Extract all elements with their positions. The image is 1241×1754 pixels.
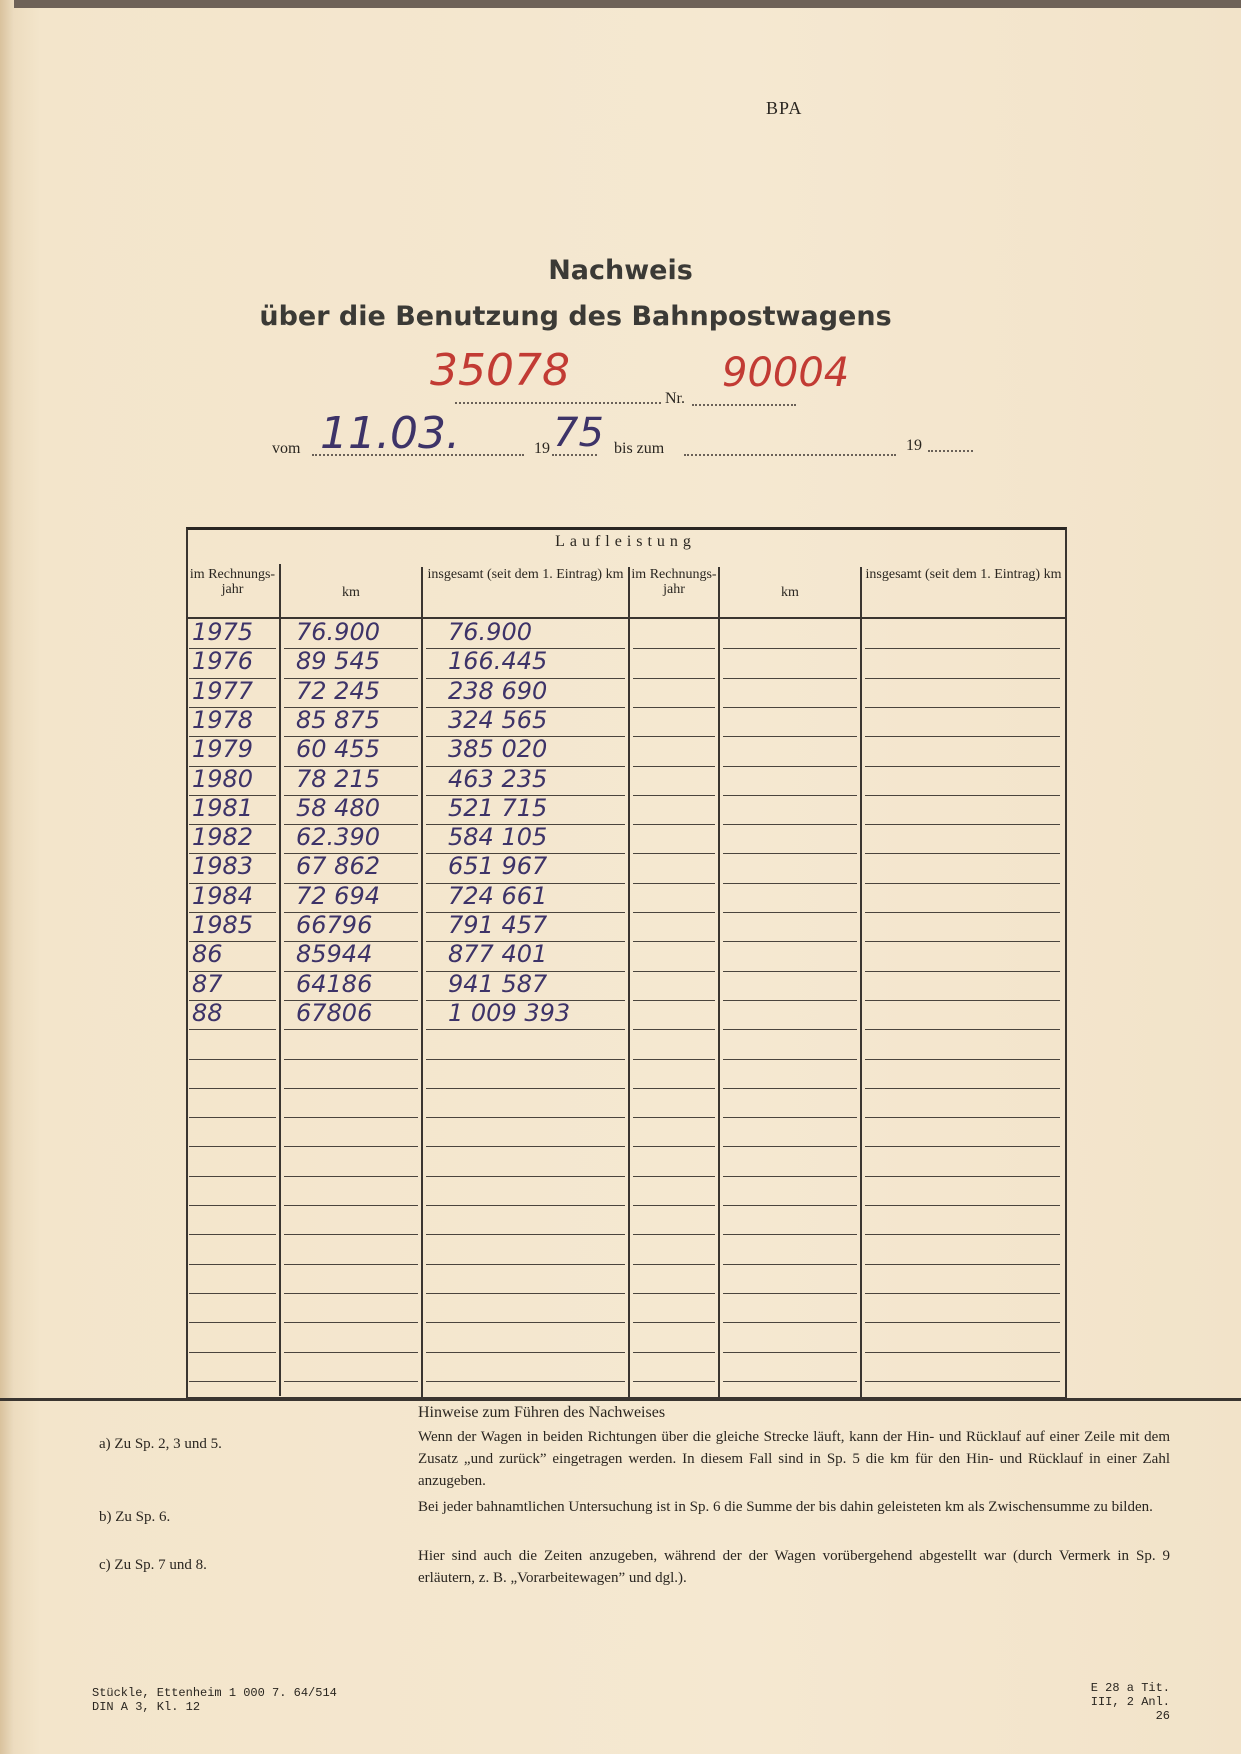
form-reference-line1: E 28 a Tit. xyxy=(1090,1681,1170,1695)
column-divider xyxy=(860,567,862,1399)
note-ref-a: a) Zu Sp. 2, 3 und 5. xyxy=(99,1436,222,1452)
cell-km: 62.390 xyxy=(296,823,380,852)
cell-total: 724 661 xyxy=(448,881,548,910)
row-rule xyxy=(284,1234,418,1235)
row-rule xyxy=(723,736,857,737)
cell-year: 88 xyxy=(192,998,223,1027)
column-divider xyxy=(628,567,630,1399)
cell-km: 89 545 xyxy=(296,647,380,676)
cell-km: 78 215 xyxy=(296,764,380,793)
cell-km: 76.900 xyxy=(296,618,380,646)
form-reference xyxy=(1070,1681,1170,1723)
row-rule xyxy=(865,1176,1060,1177)
printer-imprint-line2: DIN A 3, Kl. 12 xyxy=(92,1700,201,1714)
cell-total: 324 565 xyxy=(448,705,548,734)
row-rule xyxy=(633,853,715,854)
column-divider xyxy=(718,567,720,1399)
cell-km: 64186 xyxy=(296,969,373,998)
row-rule xyxy=(633,1381,715,1382)
row-rule xyxy=(284,1264,418,1265)
row-rule xyxy=(189,1146,276,1147)
cell-km: 58 480 xyxy=(296,793,380,822)
row-rule xyxy=(723,1322,857,1323)
cell-total: 651 967 xyxy=(448,852,548,881)
row-rule xyxy=(865,1293,1060,1294)
row-rule xyxy=(865,736,1060,737)
row-rule xyxy=(633,1176,715,1177)
row-rule xyxy=(284,1059,418,1060)
cell-year: 1976 xyxy=(192,647,254,676)
wagen-old-number: 35078 xyxy=(430,345,570,396)
row-rule xyxy=(723,1088,857,1089)
row-rule xyxy=(284,1088,418,1089)
row-rule xyxy=(189,1264,276,1265)
paper-top-edge xyxy=(0,0,1241,8)
row-rule xyxy=(426,1205,625,1206)
row-rule xyxy=(865,1059,1060,1060)
cell-km: 66796 xyxy=(296,911,373,939)
row-rule xyxy=(426,1234,625,1235)
row-rule xyxy=(723,853,857,854)
row-rule xyxy=(865,1000,1060,1001)
row-rule xyxy=(633,1000,715,1001)
row-rule xyxy=(633,912,715,913)
nr-dotline xyxy=(692,404,796,406)
row-rule xyxy=(865,1117,1060,1118)
row-rule xyxy=(426,1029,625,1030)
row-rule xyxy=(189,1352,276,1353)
note-text-b: Bei jeder bahnamtlichen Untersuchung ist in Sp. 6 die Summe der bis dahin geleisteten km als Zwischensumme zu bilden. xyxy=(418,1499,1153,1515)
row-rule xyxy=(865,766,1060,767)
printer-imprint-line1: Stückle, Ettenheim 1 000 7. 64/514 xyxy=(92,1686,337,1700)
row-rule xyxy=(284,1205,418,1206)
row-rule xyxy=(189,1205,276,1206)
row-rule xyxy=(189,1322,276,1323)
row-rule xyxy=(865,1234,1060,1235)
cell-year: 1975 xyxy=(192,618,254,646)
row-rule xyxy=(633,1059,715,1060)
row-rule xyxy=(284,1352,418,1353)
cell-total: 521 715 xyxy=(448,793,548,822)
row-rule xyxy=(284,1293,418,1294)
group-header-laufleistung: Laufleistung xyxy=(555,533,696,550)
row-rule xyxy=(284,1322,418,1323)
row-rule xyxy=(865,883,1060,884)
row-rule xyxy=(723,824,857,825)
cell-year: 87 xyxy=(192,969,223,998)
row-rule xyxy=(633,1117,715,1118)
row-rule xyxy=(865,678,1060,679)
row-rule xyxy=(865,1322,1060,1323)
row-rule xyxy=(723,971,857,972)
row-rule xyxy=(865,824,1060,825)
row-rule xyxy=(723,648,857,649)
form-code: BPA xyxy=(766,98,803,118)
row-rule xyxy=(426,1293,625,1294)
cell-total: 385 020 xyxy=(448,735,548,764)
cell-total: 166.445 xyxy=(448,647,548,676)
row-rule xyxy=(865,1029,1060,1030)
row-rule xyxy=(284,1029,418,1030)
row-rule xyxy=(723,1176,857,1177)
row-rule xyxy=(633,883,715,884)
cell-km: 72 245 xyxy=(296,676,380,705)
row-rule xyxy=(189,1088,276,1089)
cell-year: 1983 xyxy=(192,852,254,881)
row-rule xyxy=(723,1234,857,1235)
cell-km: 67806 xyxy=(296,998,373,1027)
row-rule xyxy=(633,1352,715,1353)
row-rule xyxy=(633,1146,715,1147)
row-rule xyxy=(865,1352,1060,1353)
row-rule xyxy=(723,1264,857,1265)
cell-km: 67 862 xyxy=(296,852,380,881)
cell-year: 1979 xyxy=(192,735,254,764)
row-rule xyxy=(723,1029,857,1030)
row-rule xyxy=(189,1029,276,1030)
vom-year-prefix: 19 xyxy=(534,440,550,457)
row-rule xyxy=(723,1117,857,1118)
row-rule xyxy=(723,678,857,679)
vom-date: 11.03. xyxy=(320,408,460,459)
row-rule xyxy=(633,648,715,649)
row-rule xyxy=(865,707,1060,708)
row-rule xyxy=(284,1176,418,1177)
cell-year: 1982 xyxy=(192,823,254,852)
note-text-c: Hier sind auch die Zeiten anzugeben, während der der Wagen vorübergehend abgestellt war (durch Vermerk in Sp. 9 erläutern, z. B. „Vorarbeitewagen” und dgl.). xyxy=(418,1548,1170,1586)
row-rule xyxy=(284,1117,418,1118)
row-rule xyxy=(189,1176,276,1177)
row-rule xyxy=(633,707,715,708)
col-header-km-2: km xyxy=(781,585,799,600)
cell-year: 1984 xyxy=(192,881,254,910)
notes-title: Hinweise zum Führen des Nachweises xyxy=(418,1404,666,1421)
cell-total: 941 587 xyxy=(448,969,548,998)
cell-total: 791 457 xyxy=(448,911,548,939)
row-rule xyxy=(723,1000,857,1001)
note-ref-c: c) Zu Sp. 7 und 8. xyxy=(99,1557,207,1573)
col-header-km-1: km xyxy=(342,585,360,600)
cell-km: 85944 xyxy=(296,940,373,969)
row-rule xyxy=(633,1322,715,1323)
row-rule xyxy=(189,1381,276,1382)
row-rule xyxy=(865,853,1060,854)
cell-year: 1978 xyxy=(192,705,254,734)
row-rule xyxy=(723,941,857,942)
cell-year: 86 xyxy=(192,940,223,969)
row-rule xyxy=(426,1117,625,1118)
row-rule xyxy=(723,795,857,796)
cell-year: 1985 xyxy=(192,911,254,939)
row-rule xyxy=(633,941,715,942)
wagen-number-dotline xyxy=(455,402,661,404)
row-rule xyxy=(189,1117,276,1118)
row-rule xyxy=(865,912,1060,913)
cell-km: 60 455 xyxy=(296,735,380,764)
row-rule xyxy=(633,971,715,972)
wagen-number: 90004 xyxy=(722,350,850,396)
row-rule xyxy=(723,1293,857,1294)
row-rule xyxy=(723,766,857,767)
bis-year-dotline xyxy=(928,450,973,452)
row-rule xyxy=(633,1205,715,1206)
row-rule xyxy=(284,1381,418,1382)
form-title: Nachweis xyxy=(548,255,693,286)
row-rule xyxy=(865,648,1060,649)
cell-year: 1981 xyxy=(192,793,254,822)
row-rule xyxy=(426,1146,625,1147)
cell-total: 238 690 xyxy=(448,676,548,705)
row-rule xyxy=(723,707,857,708)
row-rule xyxy=(723,1352,857,1353)
row-rule xyxy=(865,1381,1060,1382)
row-rule xyxy=(426,1322,625,1323)
row-rule xyxy=(284,1146,418,1147)
row-rule xyxy=(633,1088,715,1089)
row-rule xyxy=(189,1293,276,1294)
form-subtitle: über die Benutzung des Bahnpostwagens xyxy=(259,301,892,332)
row-rule xyxy=(426,1059,625,1060)
row-rule xyxy=(633,1264,715,1265)
row-rule xyxy=(633,1029,715,1030)
cell-total: 463 235 xyxy=(448,764,548,793)
row-rule xyxy=(865,795,1060,796)
row-rule xyxy=(865,971,1060,972)
row-rule xyxy=(723,1205,857,1206)
bottom-rule xyxy=(0,1398,1241,1401)
mileage-table xyxy=(186,527,1065,1396)
column-divider xyxy=(279,564,281,1396)
col-header-total-2: insgesamt (seit dem 1. Eintrag) km xyxy=(865,567,1062,582)
printer-imprint xyxy=(92,1686,337,1714)
row-rule xyxy=(426,1088,625,1089)
row-rule xyxy=(426,1176,625,1177)
row-rule xyxy=(633,1293,715,1294)
row-rule xyxy=(723,883,857,884)
row-rule xyxy=(633,795,715,796)
row-rule xyxy=(723,1059,857,1060)
vom-label: vom xyxy=(272,440,301,457)
vom-year: 75 xyxy=(553,410,604,456)
row-rule xyxy=(723,1146,857,1147)
cell-total: 584 105 xyxy=(448,823,548,852)
cell-km: 72 694 xyxy=(296,881,380,910)
row-rule xyxy=(426,1352,625,1353)
nr-label: Nr. xyxy=(665,390,685,407)
row-rule xyxy=(865,941,1060,942)
row-rule xyxy=(189,1234,276,1235)
row-rule xyxy=(633,678,715,679)
row-rule xyxy=(426,1381,625,1382)
bis-dotline xyxy=(684,454,896,456)
row-rule xyxy=(633,766,715,767)
cell-year: 1977 xyxy=(192,676,254,705)
col-header-year-2: im Rechnungs-jahr xyxy=(631,567,717,597)
cell-total: 76.900 xyxy=(448,618,532,646)
row-rule xyxy=(189,1059,276,1060)
row-rule xyxy=(865,1264,1060,1265)
col-header-year-1: im Rechnungs-jahr xyxy=(189,567,276,597)
cell-total: 877 401 xyxy=(448,940,548,969)
note-text-a: Wenn der Wagen in beiden Richtungen über die gleiche Strecke läuft, kann der Hin- und Rücklauf auf einer Zeile mit dem Zusatz „und zurück” eingetragen werden. In diesem Fall sind in Sp. 5 die km für den Hin- und Rücklauf in einer Zahl anzugeben. xyxy=(418,1429,1170,1489)
cell-total: 1 009 393 xyxy=(448,998,571,1027)
row-rule xyxy=(633,824,715,825)
row-rule xyxy=(865,1146,1060,1147)
bis-year-prefix: 19 xyxy=(906,437,922,454)
row-rule xyxy=(633,1234,715,1235)
col-header-total-1: insgesamt (seit dem 1. Eintrag) km xyxy=(427,567,624,582)
row-rule xyxy=(865,1088,1060,1089)
row-rule xyxy=(426,1264,625,1265)
note-ref-b: b) Zu Sp. 6. xyxy=(99,1509,171,1525)
row-rule xyxy=(723,912,857,913)
form-reference-line2: III, 2 Anl. 26 xyxy=(1090,1695,1170,1723)
column-divider xyxy=(421,567,423,1399)
cell-year: 1980 xyxy=(192,764,254,793)
cell-km: 85 875 xyxy=(296,705,380,734)
row-rule xyxy=(633,736,715,737)
row-rule xyxy=(723,1381,857,1382)
row-rule xyxy=(865,1205,1060,1206)
bis-label: bis zum xyxy=(614,440,665,457)
